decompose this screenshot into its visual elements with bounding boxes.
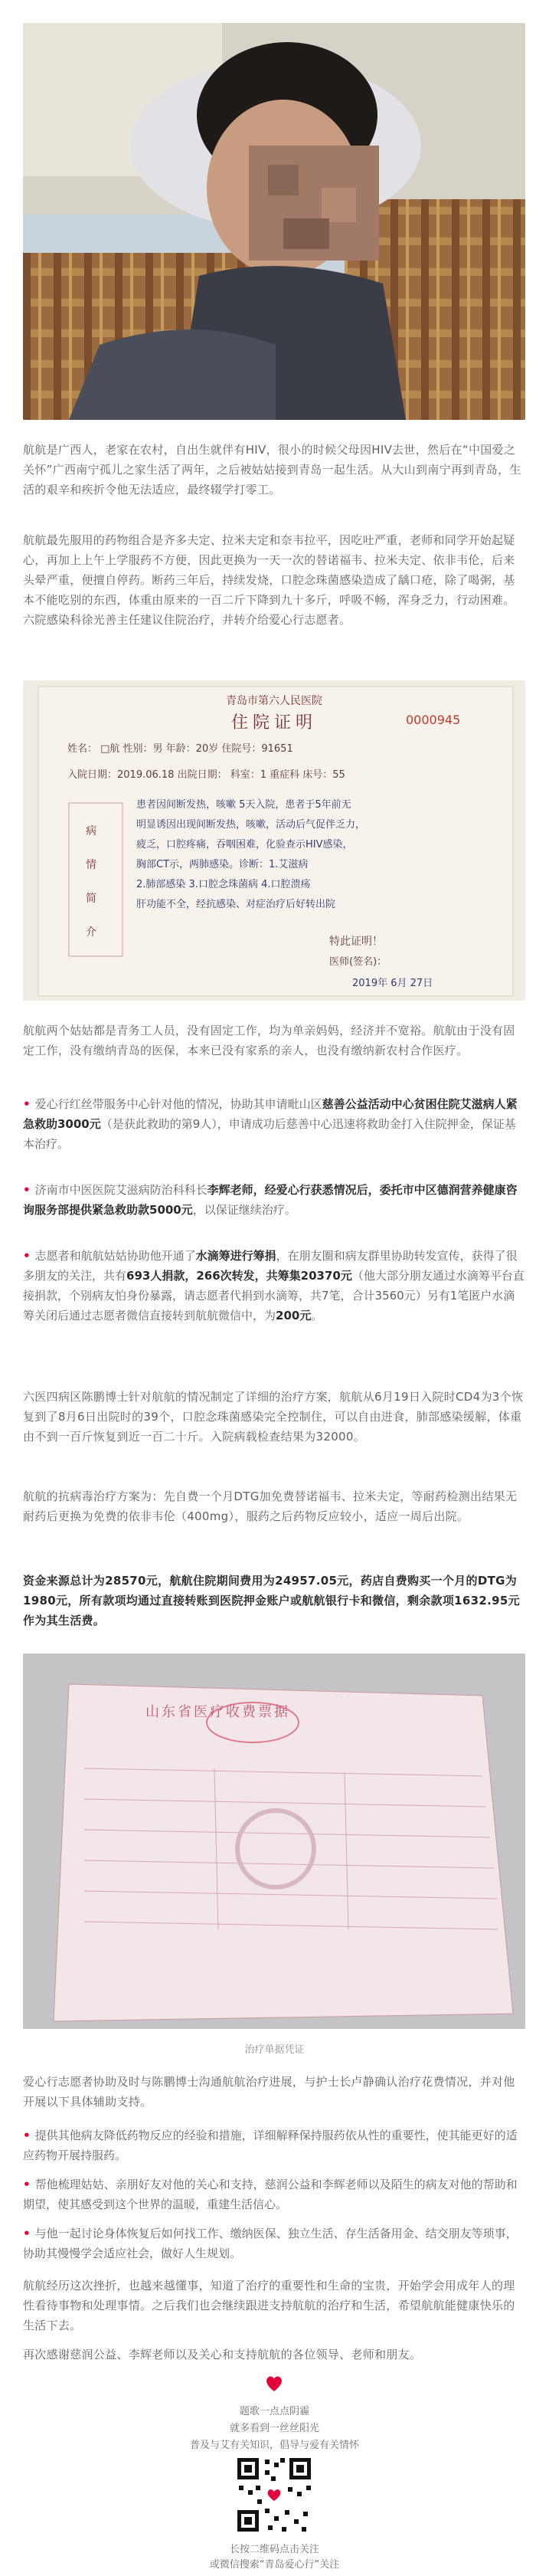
aid-text: 志愿者和航航姑姑协助他开通了	[34, 1249, 196, 1263]
aid-highlight: 693人捐款，266次转发，共筹集20370元	[126, 1269, 352, 1283]
bullet-dot: •	[23, 2178, 31, 2191]
certificate-note-line: 患者因间断发热，咳嗽 5天入院，患者于5年前无	[136, 799, 351, 811]
support-text: 提供其他病友降低药物反应的经验和措施，详细解释保持服药依从性的重要性，使其能更好的适应药物开展持服药。	[23, 2129, 518, 2162]
recovery-paragraph: 六医四病区陈鹏博士针对航航的情况制定了详细的治疗方案，航航从6月19日入院时CD4为3个恢复到了8月6日出院时的39个，口腔念珠菌感染完全控制住，可以自由进食，肺部感染缓解，体重由不到一百斤恢复到近一百二十斤。入院病载检查结果为32000。	[23, 1390, 524, 1444]
bullet-dot: •	[23, 2227, 31, 2240]
aid-text: ，在朋友圈和病友群里协助转发宣传，获得了很多朋友的关注，共有	[23, 1249, 518, 1283]
certificate-notes	[136, 795, 504, 915]
certificate-note-line: 胸部CT示，两肺感染。诊断：1.艾滋病	[136, 859, 309, 870]
certificate-title: 住院证明	[230, 713, 317, 732]
aid-text: ，以保证继续治疗。	[192, 1203, 296, 1217]
support-item-adherence	[23, 2125, 525, 2165]
bullet-dot: •	[23, 2129, 31, 2142]
aid-highlight: 慈善公益活动中心贫困住院艾滋病人紧急救助3000元	[23, 1097, 518, 1131]
certificate-hospital: 青岛市第六人民医院	[226, 695, 322, 707]
receipt-photo	[23, 1653, 525, 2029]
aid-text: 爱心行红丝带服务中心针对他的情况，协助其申请毗山区	[34, 1097, 322, 1111]
treatment-paragraph: 航航最先服用的药物组合是齐多夫定、拉米夫定和奈韦拉平，因吃吐严重，老师和同学开始起疑心，再加上上午上学服药不方便，因此更换为一天一次的替诺福韦、拉米夫定、依非韦伦，后来头晕严重，便擅自停药。断药三年后，持续发烧，口腔念珠菌感染造成了龋口疮，除了喝粥，基本不能吃别的东西，体重由原来的一百二斤下降到九十多斤，呼吸不畅，浑身乏力，行动困难。六院感染科徐光善主任建议住院治疗，并转介给爱心行志愿者。	[23, 533, 515, 627]
certificate-row-name: 姓名： □航 性别：男 年龄：20岁 住院号：91651	[67, 743, 293, 755]
funding-paragraph: 资金来源总计为28570元，航航住院期间费用为24957.05元，药店自费购买一个月的DTG为1980元，所有款项均通过直接转账到医院押金账户或航航银行卡和微信，剩余款项1632.95元作为其生活费。	[23, 1574, 520, 1627]
heart-logo-icon	[264, 2374, 284, 2394]
intro-paragraph: 航航是广西人，老家在农村，自出生就伴有HIV，很小的时候父母因HIV去世，然后在“中国爱之关怀”广西南宁孤儿之家生活了两年，之后被姑姑接到青岛一起生活。从大山到南宁再到青岛，生活的艰辛和疾折令他无法适应，最终辍学打零工。	[23, 443, 521, 497]
family-paragraph: 航航两个姑姑都是青务工人员，没有固定工作，均为单亲妈妈，经济并不宽裕。航航由于没有固定工作，没有缴纳青岛的医保，本来已没有家系的亲人，也没有缴纳新农村合作医疗。	[23, 1024, 515, 1057]
support-item-care	[23, 2175, 525, 2214]
certificate-note-line: 2.肺部感染 3.口腔念珠菌病 4.口腔溃疡	[136, 879, 311, 890]
bullet-dot: •	[23, 1249, 31, 1263]
receipt-header: 山东省医疗收费票据	[145, 1704, 290, 1720]
aid-item-crowdfunding	[23, 1246, 525, 1326]
aid-highlight: 李辉老师，经爱心行获悉情况后，委托市中区德润营养健康咨询服务部提供紧急救助款5000元	[23, 1183, 518, 1217]
aid-highlight: 200元	[276, 1309, 312, 1322]
support-text: 与他一起讨论身体恢复后如何找工作、缴纳医保、独立生活、存生活备用金、结交朋友等琐事，协助其慢慢学会适应社会，做好人生规划。	[23, 2227, 518, 2260]
volunteer-paragraph: 爱心行志愿者协助及时与陈鹏博士沟通航航治疗进展，与护士长卢静确认治疗花费情况，并对他开展以下具体辅助支持。	[23, 2075, 515, 2109]
certificate-label: 病情简介	[86, 825, 96, 939]
regimen-paragraph: 航航的抗病毒治疗方案为：先自费一个月DTG加免费替诺福韦、拉米夫定，等耐药检测出结果无耐药后更换为免费的依非韦伦（400mg），服药之后药物反应较小，适应一周后出院。	[23, 1490, 518, 1523]
aid-text: 济南市中医医院艾滋病防治科科长	[34, 1183, 208, 1197]
certificate-special: 特此证明！	[329, 936, 383, 948]
footer	[0, 2360, 549, 2576]
aid-text: （他大部分朋友通过水滴筹平台直接捐款，个别病友怕身份暴露，请志愿者代捐到水滴筹，共7笔，合计3560元）另有1笔匿户水滴筹关闭后通过志愿者微信直接转到航航微信中，为	[23, 1269, 524, 1322]
certificate-note-line: 肝功能不全，经抗感染、对症治疗后好转出院	[136, 899, 336, 910]
footer-line-5: 或微信搜索“青岛爱心行”关注	[209, 2559, 340, 2571]
certificate-date: 2019年 6月 27日	[352, 978, 433, 989]
support-text: 帮他梳理姑姑、亲朋好友对他的关心和支持，慈润公益和李辉老师以及陌生的病友对他的帮助和期望，使其感受到这个世界的温暖，重建生活信心。	[23, 2178, 518, 2211]
bullet-dot: •	[23, 1097, 31, 1111]
support-item-planning	[23, 2224, 525, 2263]
certificate-note-line: 明显诱因出现间断发热，咳嗽，活动后气促伴乏力，	[136, 819, 366, 831]
footer-line-3: 普及与艾有关知识，倡导与爱有关情怀	[189, 2440, 359, 2451]
aid-text: 。	[311, 1309, 323, 1322]
certificate-note-line: 疲乏，口腔疼痛，吞咽困难，化验查示HIV感染，	[136, 839, 353, 850]
footer-line-1: 题歌一点点阴霾	[239, 2406, 309, 2417]
certificate-row-dates: 入院日期：2019.06.18 出院日期： 科室：1 重症科 床号：55	[67, 769, 345, 781]
aid-highlight: 水滴筹进行筹捐	[195, 1249, 276, 1263]
aid-text: （是获此救助的第9人），申请成功后慈善中心迅速将救助金打入住院押金，保证基本治疗。	[23, 1117, 516, 1151]
patient-photo-image	[23, 23, 525, 420]
certificate-doctor: 医师(签名)：	[329, 956, 387, 968]
receipt-caption: 治疗单据凭证	[244, 2044, 305, 2056]
footer-line-2: 就多看到一丝丝阳光	[229, 2423, 319, 2434]
aid-item-charity	[23, 1094, 525, 1154]
qr-code-icon[interactable]	[234, 2455, 314, 2535]
footer-line-4: 长按二维码点击关注	[229, 2544, 319, 2555]
hospital-certificate	[23, 680, 525, 1001]
patient-photo	[23, 23, 525, 420]
certificate-number: 0000945	[406, 713, 461, 727]
bullet-dot: •	[23, 1183, 31, 1197]
aid-item-teacher	[23, 1180, 525, 1220]
thanks-paragraph: 再次感谢慈润公益、李辉老师以及关心和支持航航的各位领导、老师和朋友。	[23, 2348, 422, 2361]
closing-paragraph: 航航经历这次挫折，也越来越懂事，知道了治疗的重要性和生命的宝贵，开始学会用成年人的理性看待事物和处理事情。之后我们也会继续跟进支持航航的治疗和生活，希望航航能健康快乐的生活下去。	[23, 2279, 515, 2332]
